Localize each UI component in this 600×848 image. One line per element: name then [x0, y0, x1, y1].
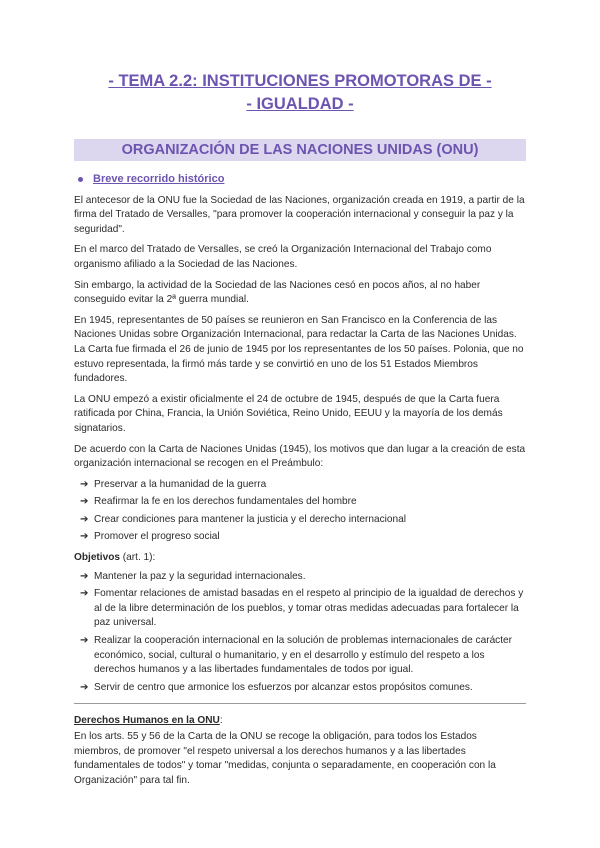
subsection-heading-text: Breve recorrido histórico	[93, 173, 225, 185]
arrow-icon: ➔	[80, 681, 89, 693]
list-item-text: Promover el progreso social	[94, 531, 220, 543]
objectives-label: Objetivos	[74, 552, 120, 564]
list-item	[74, 495, 526, 510]
list-item	[74, 530, 526, 545]
list-item	[74, 634, 526, 678]
list-item	[74, 587, 526, 631]
list-item-text: Servir de centro que armonice los esfuerzos por alcanzar estos propósitos comunes.	[94, 681, 473, 693]
arrow-icon: ➔	[80, 588, 89, 600]
preamble-list	[74, 478, 526, 545]
paragraph: De acuerdo con la Carta de Naciones Unidas (1945), los motivos que dan lugar a la creación de esta organización internacional se recogen en el Preámbulo:	[74, 443, 526, 470]
list-item-text: Fomentar relaciones de amistad basadas en el respeto al principio de la igualdad de derechos y al de la libre determinación de los pueblos, y tomar otras medidas adecuadas para fortalecer la paz universal.	[94, 588, 524, 629]
title-line-2: - IGUALDAD -	[246, 95, 354, 113]
paragraph: En el marco del Tratado de Versalles, se creó la Organización Internacional del Trabajo como organismo afiliado a la Sociedad de las Naciones.	[74, 244, 492, 270]
arrow-icon: ➔	[80, 531, 89, 543]
list-item	[74, 681, 526, 696]
list-item	[74, 513, 526, 528]
section-title: ORGANIZACIÓN DE LAS NACIONES UNIDAS (ONU)	[74, 139, 526, 161]
list-item-text: Realizar la cooperación internacional en la solución de problemas internacionales de carácter económico, social, cultural o humanitario, y en el desarrollo y estímulo del respeto a los derechos humanos y a las libertades fundamentales de todos por igual.	[94, 635, 513, 676]
human-rights-heading	[74, 714, 526, 729]
bullet-dot-icon	[78, 177, 83, 182]
arrow-icon: ➔	[80, 635, 89, 647]
paragraph: Sin embargo, la actividad de la Sociedad de las Naciones cesó en pocos años, al no haber conseguido evitar la 2ª guerra mundial.	[74, 279, 481, 306]
document-title	[0, 70, 600, 116]
list-item-text: Mantener la paz y la seguridad internacionales.	[94, 570, 306, 582]
paragraph: En 1945, representantes de 50 países se reunieron en San Francisco en la Conferencia de las Naciones Unidas sobre Organización Internacional, para redactar la Carta de las Naciones Unidas. La Carta fue firmada el 26 de junio de 1945 por los representantes de los 50 países. Polonia, que no estuvo representada, la firmó más tarde y se convirtió en uno de los 51 Estados Miembros fundadores.	[74, 314, 524, 385]
title-line-1: - TEMA 2.2: INSTITUCIONES PROMOTORAS DE -	[108, 72, 492, 90]
list-item-text: Preservar a la humanidad de la guerra	[94, 478, 267, 490]
objectives-list	[74, 570, 526, 696]
paragraph: La ONU empezó a existir oficialmente el 24 de octubre de 1945, después de que la Carta fuera ratificada por China, Francia, la Unión Soviética, Reino Unido, EEUU y la mayoría de los demás signatarios.	[74, 393, 503, 434]
list-item-text: Reafirmar la fe en los derechos fundamentales del hombre	[94, 496, 357, 508]
arrow-icon: ➔	[80, 513, 89, 525]
arrow-icon: ➔	[80, 478, 89, 490]
subsection-heading	[78, 172, 526, 187]
section-divider	[74, 703, 526, 704]
objectives-ref: (art. 1):	[120, 552, 156, 564]
list-item	[74, 478, 526, 493]
human-rights-heading-colon: :	[219, 715, 223, 727]
list-item-text: Crear condiciones para mantener la justicia y el derecho internacional	[94, 513, 406, 525]
arrow-icon: ➔	[80, 496, 89, 508]
arrow-icon: ➔	[80, 570, 89, 582]
human-rights-paragraph: En los arts. 55 y 56 de la Carta de la ONU se recoge la obligación, para todos los Estados miembros, de promover "el respeto universal a los derechos humanos y a las libertades fundamentales de todos" y tomar "medidas, conjunta o separadamente, en cooperación con la Organización" para tal fin.	[74, 731, 496, 786]
document-body	[74, 172, 526, 794]
paragraph: El antecesor de la ONU fue la Sociedad de las Naciones, organización creada en 1919, a partir de la firma del Tratado de Versalles, "para promover la cooperación internacional y conseguir la paz y la seguridad".	[74, 194, 525, 235]
human-rights-heading-text: Derechos Humanos en la ONU	[74, 715, 220, 727]
list-item	[74, 570, 526, 585]
objectives-heading	[74, 551, 526, 566]
